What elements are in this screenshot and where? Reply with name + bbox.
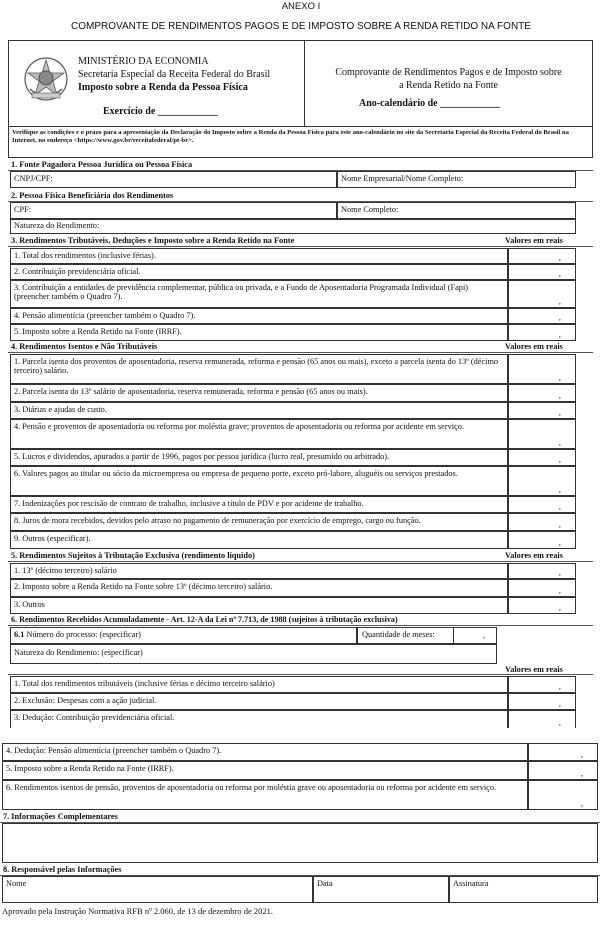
s6-row-4 bbox=[2, 743, 528, 761]
section-5-title: 5. Rendimentos Sujeitos à Tributação Exclusiva (rendimento líquido) bbox=[11, 551, 255, 560]
s5-row-1-value[interactable] bbox=[508, 563, 576, 579]
s3-row-2-label: 2. Contribuição previdenciária oficial. bbox=[14, 267, 141, 276]
s5-row-2-label: 2. Imposto sobre a Renda Retido na Fonte sobre 13º (décimo terceiro) salário. bbox=[14, 582, 273, 591]
s4-row-1-comma: , bbox=[558, 372, 561, 382]
beneficiary-nature-label: Natureza do Rendimento: bbox=[14, 221, 100, 230]
approval-footer: Aprovado pela Instrução Normativa RFB nº 2.060, de 13 de dezembro de 2021. bbox=[2, 906, 274, 916]
s6-row-5-comma: , bbox=[580, 768, 583, 778]
s6-row-2-label: 2. Exclusão: Despesas com a ação judicial. bbox=[14, 696, 157, 705]
s5-row-2-value[interactable] bbox=[508, 579, 576, 597]
section-6-title: 6. Rendimentos Recebidos Acumuladamente - Art. 12-A da Lei nº 7.713, de 1988 (sujeitos à tributação exclusiva) bbox=[11, 615, 398, 624]
s4-row-7-value[interactable] bbox=[508, 496, 576, 513]
coat-of-arms-emblem bbox=[22, 55, 70, 103]
s5-row-3-label: 3. Outros bbox=[14, 600, 45, 609]
s4-row-2 bbox=[10, 384, 508, 402]
process-number-prefix: 6.1 bbox=[14, 630, 25, 639]
s6-row-1-value[interactable] bbox=[508, 676, 576, 693]
annex-label: ANEXO I bbox=[281, 1, 321, 12]
s4-row-4-comma: , bbox=[558, 437, 561, 447]
beneficiary-cpf-field[interactable] bbox=[10, 202, 337, 219]
s4-row-4 bbox=[10, 419, 508, 449]
exercise-field[interactable]: Exercício de ____________ bbox=[103, 106, 218, 117]
tax-name: Imposto sobre a Renda da Pessoa Física bbox=[78, 82, 248, 93]
s5-row-2-comma: , bbox=[558, 585, 561, 595]
s6-row-5 bbox=[2, 761, 528, 780]
secretariat-name: Secretaria Especial da Receita Federal do Brasil bbox=[78, 69, 271, 80]
s6-row-3-value[interactable] bbox=[508, 710, 576, 728]
s4-row-8-label: 8. Juros de mora recebidos, devidos pelo atraso no pagamento de remuneração por exercício de emprego, cargo ou função. bbox=[14, 516, 421, 525]
s4-row-6-label: 6. Valores pagos ao titular ou sócio da microempresa ou empresa de pequeno porte, exceto pró-labore, aluguéis ou serviços prestados. bbox=[14, 469, 458, 478]
s3-row-1 bbox=[10, 248, 508, 264]
s3-row-1-comma: , bbox=[558, 252, 561, 262]
ministry-name: MINISTÉRIO DA ECONOMIA bbox=[78, 56, 209, 67]
s5-row-1-comma: , bbox=[558, 567, 561, 577]
s6-row-3-comma: , bbox=[558, 717, 561, 727]
s6-row-1-comma: , bbox=[558, 681, 561, 691]
months-label: Quantidade de meses: bbox=[362, 630, 435, 639]
s5-row-2 bbox=[10, 579, 508, 597]
s6-nature-label: Natureza do Rendimento: (especificar) bbox=[14, 648, 143, 657]
section-3-values-header: Valores em reais bbox=[505, 236, 563, 245]
payer-cnpj-label: CNPJ/CPF: bbox=[14, 174, 53, 183]
complementary-info-field[interactable] bbox=[2, 823, 598, 863]
header-notice-divider bbox=[8, 126, 593, 127]
s6-row-3-label: 3. Dedução: Contribuição previdenciária oficial. bbox=[14, 713, 175, 722]
s3-row-4-comma: , bbox=[558, 312, 561, 322]
process-number-text: Número do processo: (especificar) bbox=[26, 630, 141, 639]
s4-row-7-comma: , bbox=[558, 501, 561, 511]
s4-row-9-comma: , bbox=[558, 537, 561, 547]
s4-row-3-comma: , bbox=[558, 407, 561, 417]
s3-row-5-value[interactable] bbox=[508, 324, 576, 341]
s6-row-6-label: 6. Rendimentos isentos de pensão, proventos de aposentadoria ou reforma por moléstia grave ou aposentadoria ou reforma por acidente em serviço. bbox=[6, 783, 497, 792]
s4-row-5 bbox=[10, 449, 508, 466]
s3-row-5-label: 5. Imposto sobre a Renda Retido na Fonte (IRRF). bbox=[14, 327, 182, 336]
responsible-name-field[interactable] bbox=[2, 876, 313, 903]
beneficiary-cpf-label: CPF: bbox=[14, 205, 32, 214]
s4-row-9 bbox=[10, 531, 508, 549]
s4-row-8 bbox=[10, 513, 508, 531]
payer-cnpj-field[interactable] bbox=[10, 171, 337, 188]
s4-row-3 bbox=[10, 402, 508, 419]
s5-row-3-value[interactable] bbox=[508, 597, 576, 614]
s6-row-6-value[interactable] bbox=[528, 780, 598, 810]
s4-row-3-value[interactable] bbox=[508, 402, 576, 419]
s3-row-5 bbox=[10, 324, 508, 341]
section-3-rule bbox=[8, 246, 593, 247]
months-value[interactable] bbox=[453, 627, 497, 644]
s4-row-8-comma: , bbox=[558, 519, 561, 529]
section-3-title: 3. Rendimentos Tributáveis, Deduções e Imposto sobre a Renda Retido na Fonte bbox=[11, 236, 295, 245]
s6-row-4-value[interactable] bbox=[528, 743, 598, 761]
s6-row-5-label: 5. Imposto sobre a Renda Retido na Fonte (IRRF). bbox=[6, 764, 174, 773]
s4-row-9-value[interactable] bbox=[508, 531, 576, 549]
s6-row-6 bbox=[2, 780, 528, 810]
s4-row-6 bbox=[10, 466, 508, 496]
section-5-values-header: Valores em reais bbox=[505, 551, 563, 560]
notice-text: Verifique as condições e o prazo para a apresentação da Declaração do Imposto sobre a Renda da Pessoa Física para este ano-calendário no site da Secretaria Especial da Receita Federal do Brasil na Internet, no endereço <https://www.gov.br/receitafederal/pt-br>. bbox=[12, 129, 569, 144]
s6-row-4-comma: , bbox=[580, 749, 583, 759]
s4-row-9-label: 9. Outros (especificar). bbox=[14, 534, 91, 543]
section-7-title: 7. Informações Complementares bbox=[3, 812, 118, 821]
section-6-rule bbox=[8, 625, 593, 626]
s6-row-1-label: 1. Total dos rendimentos tributáveis (inclusive férias e décimo terceiro salário) bbox=[14, 679, 275, 688]
section-8-title: 8. Responsável pelas Informações bbox=[3, 865, 122, 874]
s3-row-4-value[interactable] bbox=[508, 308, 576, 324]
s5-row-1 bbox=[10, 563, 508, 579]
responsible-signature-label: Assinatura bbox=[453, 879, 489, 888]
s4-row-1 bbox=[10, 354, 508, 384]
calendar-year-field[interactable]: Ano-calendário de ____________ bbox=[359, 98, 501, 109]
beneficiary-name-label: Nome Completo: bbox=[341, 205, 399, 214]
section-6-values-header: Valores em reais bbox=[505, 665, 563, 674]
s4-row-4-label: 4. Pensão e proventos de aposentadoria ou reforma por moléstia grave; proventos de aposentadoria ou reforma por acidente em serviço. bbox=[14, 422, 464, 431]
s4-row-6-comma: , bbox=[558, 484, 561, 494]
section-5-rule bbox=[8, 561, 593, 562]
process-number-label bbox=[14, 630, 141, 639]
s5-row-1-label: 1. 13º (décimo terceiro) salário bbox=[14, 566, 117, 575]
section-6-values-rule bbox=[8, 674, 593, 675]
s6-row-1 bbox=[10, 676, 508, 693]
s6-row-6-comma: , bbox=[580, 798, 583, 808]
s6-row-4-label: 4. Dedução: Pensão alimentícia (preencher também o Quadro 7). bbox=[6, 746, 222, 755]
right-title-line-2: a Renda Retido na Fonte bbox=[399, 80, 498, 91]
s3-row-3-label: 3. Contribuição a entidades de previdência complementar, pública ou privada, e a Fundo de Aposentadoria Programada Individual (Fapi) (preencher também o Quadro 7). bbox=[14, 283, 469, 302]
section-2-title: 2. Pessoa Física Beneficiária dos Rendimentos bbox=[11, 191, 174, 200]
s6-row-5-value[interactable] bbox=[528, 761, 598, 780]
section-1-title: 1. Fonte Pagadora Pessoa Jurídica ou Pessoa Física bbox=[11, 160, 193, 169]
s4-row-1-value[interactable] bbox=[508, 354, 576, 384]
s3-row-3-value[interactable] bbox=[508, 280, 576, 308]
s6-row-3 bbox=[10, 710, 508, 728]
s6-row-2 bbox=[10, 693, 508, 710]
s4-row-6-value[interactable] bbox=[508, 466, 576, 496]
s3-row-2-comma: , bbox=[558, 268, 561, 278]
document-title: COMPROVANTE DE RENDIMENTOS PAGOS E DE IMPOSTO SOBRE A RENDA RETIDO NA FONTE bbox=[71, 21, 531, 32]
s4-row-5-comma: , bbox=[558, 454, 561, 464]
s5-row-3-comma: , bbox=[558, 602, 561, 612]
months-comma: , bbox=[483, 631, 486, 640]
s3-row-4-label: 4. Pensão alimentícia (preencher também o Quadro 7). bbox=[14, 311, 196, 320]
s3-row-4 bbox=[10, 308, 508, 324]
s4-row-3-label: 3. Diárias e ajudas de custo. bbox=[14, 405, 107, 414]
s3-row-1-label: 1. Total dos rendimentos (inclusive férias). bbox=[14, 251, 156, 260]
section-4-rule bbox=[8, 352, 593, 353]
responsible-date-field[interactable] bbox=[313, 876, 449, 903]
responsible-name-label: Nome bbox=[6, 879, 27, 888]
s4-row-2-label: 2. Parcela isenta do 13º salário de aposentadoria, reserva remunerada, reforma e pensão (65 anos ou mais). bbox=[14, 387, 368, 396]
s3-row-2-value[interactable] bbox=[508, 264, 576, 280]
s4-row-2-comma: , bbox=[558, 390, 561, 400]
section-4-values-header: Valores em reais bbox=[505, 342, 563, 351]
s4-row-7-label: 7. Indenizações por rescisão de contrato de trabalho, inclusive a título de PDV e por acidente de trabalho. bbox=[14, 499, 364, 508]
s6-row-2-value[interactable] bbox=[508, 693, 576, 710]
s4-row-5-label: 5. Lucros e dividendos, apurados a partir de 1996, pagos por pessoa jurídica (lucro real, presumido ou arbitrado). bbox=[14, 452, 390, 461]
s4-row-7 bbox=[10, 496, 508, 513]
s4-row-8-value[interactable] bbox=[508, 513, 576, 531]
responsible-date-label: Data bbox=[317, 879, 333, 888]
s4-row-1-label: 1. Parcela isenta dos proventos de aposentadoria, reserva remunerada, reforma e pensão (65 anos ou mais), exceto a parcela isenta do 13º (décimo terceiro) salário. bbox=[14, 357, 499, 376]
s6-row-2-comma: , bbox=[558, 698, 561, 708]
section-4-title: 4. Rendimentos Isentos e Não Tributáveis bbox=[11, 342, 158, 351]
s3-row-1-value[interactable] bbox=[508, 248, 576, 264]
s3-row-3-comma: , bbox=[558, 296, 561, 306]
payer-name-label: Nome Empresarial/Nome Completo: bbox=[341, 174, 464, 183]
s3-row-3 bbox=[10, 280, 508, 308]
s5-row-3 bbox=[10, 597, 508, 614]
s4-row-4-value[interactable] bbox=[508, 419, 576, 449]
s3-row-5-comma: , bbox=[558, 329, 561, 339]
s4-row-5-value[interactable] bbox=[508, 449, 576, 466]
s3-row-2 bbox=[10, 264, 508, 280]
right-title-line-1: Comprovante de Rendimentos Pagos e de Imposto sobre bbox=[335, 67, 562, 78]
s4-row-2-value[interactable] bbox=[508, 384, 576, 402]
